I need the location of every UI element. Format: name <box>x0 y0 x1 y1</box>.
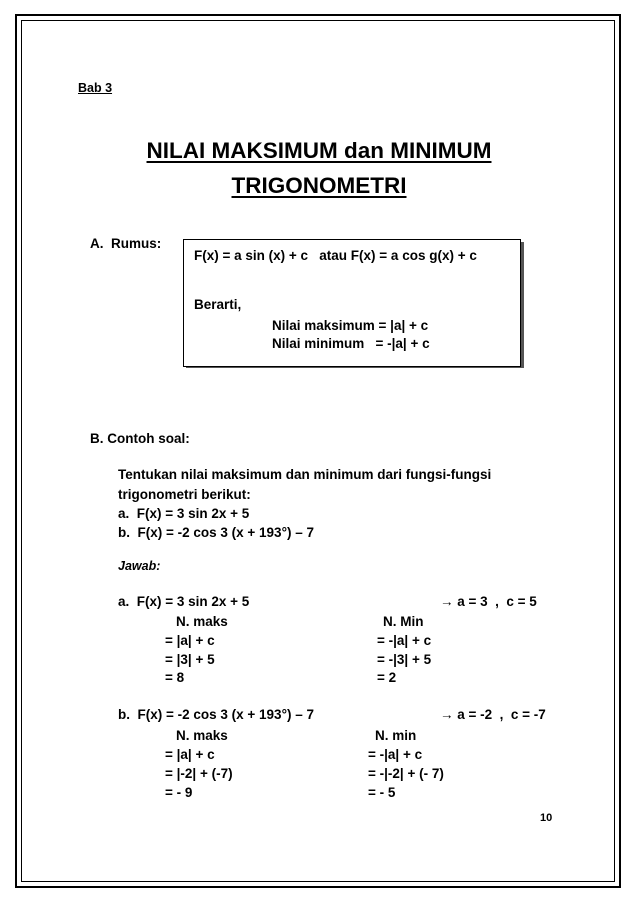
solution-b-max-step2: = |-2| + (-7) <box>165 766 233 781</box>
section-a-label: A. Rumus: <box>90 236 162 251</box>
answer-label: Jawab: <box>118 559 161 573</box>
solution-a-min-label: N. Min <box>383 614 424 629</box>
formula-general: F(x) = a sin (x) + c atau F(x) = a cos g(x) + c <box>194 248 477 263</box>
solution-a-min-step3: = 2 <box>377 670 397 685</box>
solution-a-params: → a = 3 , c = 5 <box>440 594 537 609</box>
solution-b-min-step2: = -|-2| + (- 7) <box>368 766 444 781</box>
solution-b-params: → a = -2 , c = -7 <box>440 707 546 722</box>
solution-b-max-label: N. maks <box>176 728 228 743</box>
question-item-a: a. F(x) = 3 sin 2x + 5 <box>118 506 250 521</box>
solution-b-max-step3: = - 9 <box>165 785 193 800</box>
question-item-b: b. F(x) = -2 cos 3 (x + 193°) – 7 <box>118 525 314 540</box>
solution-a-max-step1: = |a| + c <box>165 633 215 648</box>
solution-a-max-step2: = |3| + 5 <box>165 652 215 667</box>
chapter-label: Bab 3 <box>78 81 113 95</box>
page-number: 10 <box>540 812 553 824</box>
formula-min: Nilai minimum = -|a| + c <box>272 336 430 351</box>
solution-b-max-step1: = |a| + c <box>165 747 215 762</box>
solution-a-min-step2: = -|3| + 5 <box>377 652 432 667</box>
formula-max: Nilai maksimum = |a| + c <box>272 318 429 333</box>
solution-a-max-label: N. maks <box>176 614 228 629</box>
solution-b-min-label: N. min <box>375 728 417 743</box>
question-line1: Tentukan nilai maksimum dan minimum dari fungsi-fungsi <box>118 467 492 482</box>
solution-b-head: b. F(x) = -2 cos 3 (x + 193°) – 7 <box>118 707 314 722</box>
solution-b-min-step1: = -|a| + c <box>368 747 423 762</box>
solution-a-max-step3: = 8 <box>165 670 185 685</box>
formula-means: Berarti, <box>194 297 242 312</box>
solution-b-min-step3: = - 5 <box>368 785 396 800</box>
solution-a-head: a. F(x) = 3 sin 2x + 5 <box>118 594 250 609</box>
question-line2: trigonometri berikut: <box>118 487 251 502</box>
page-title-line1: NILAI MAKSIMUM dan MINIMUM <box>146 138 492 163</box>
solution-a-min-step1: = -|a| + c <box>377 633 432 648</box>
page-title-line2: TRIGONOMETRI <box>231 173 407 198</box>
section-b-label: B. Contoh soal: <box>90 431 190 446</box>
